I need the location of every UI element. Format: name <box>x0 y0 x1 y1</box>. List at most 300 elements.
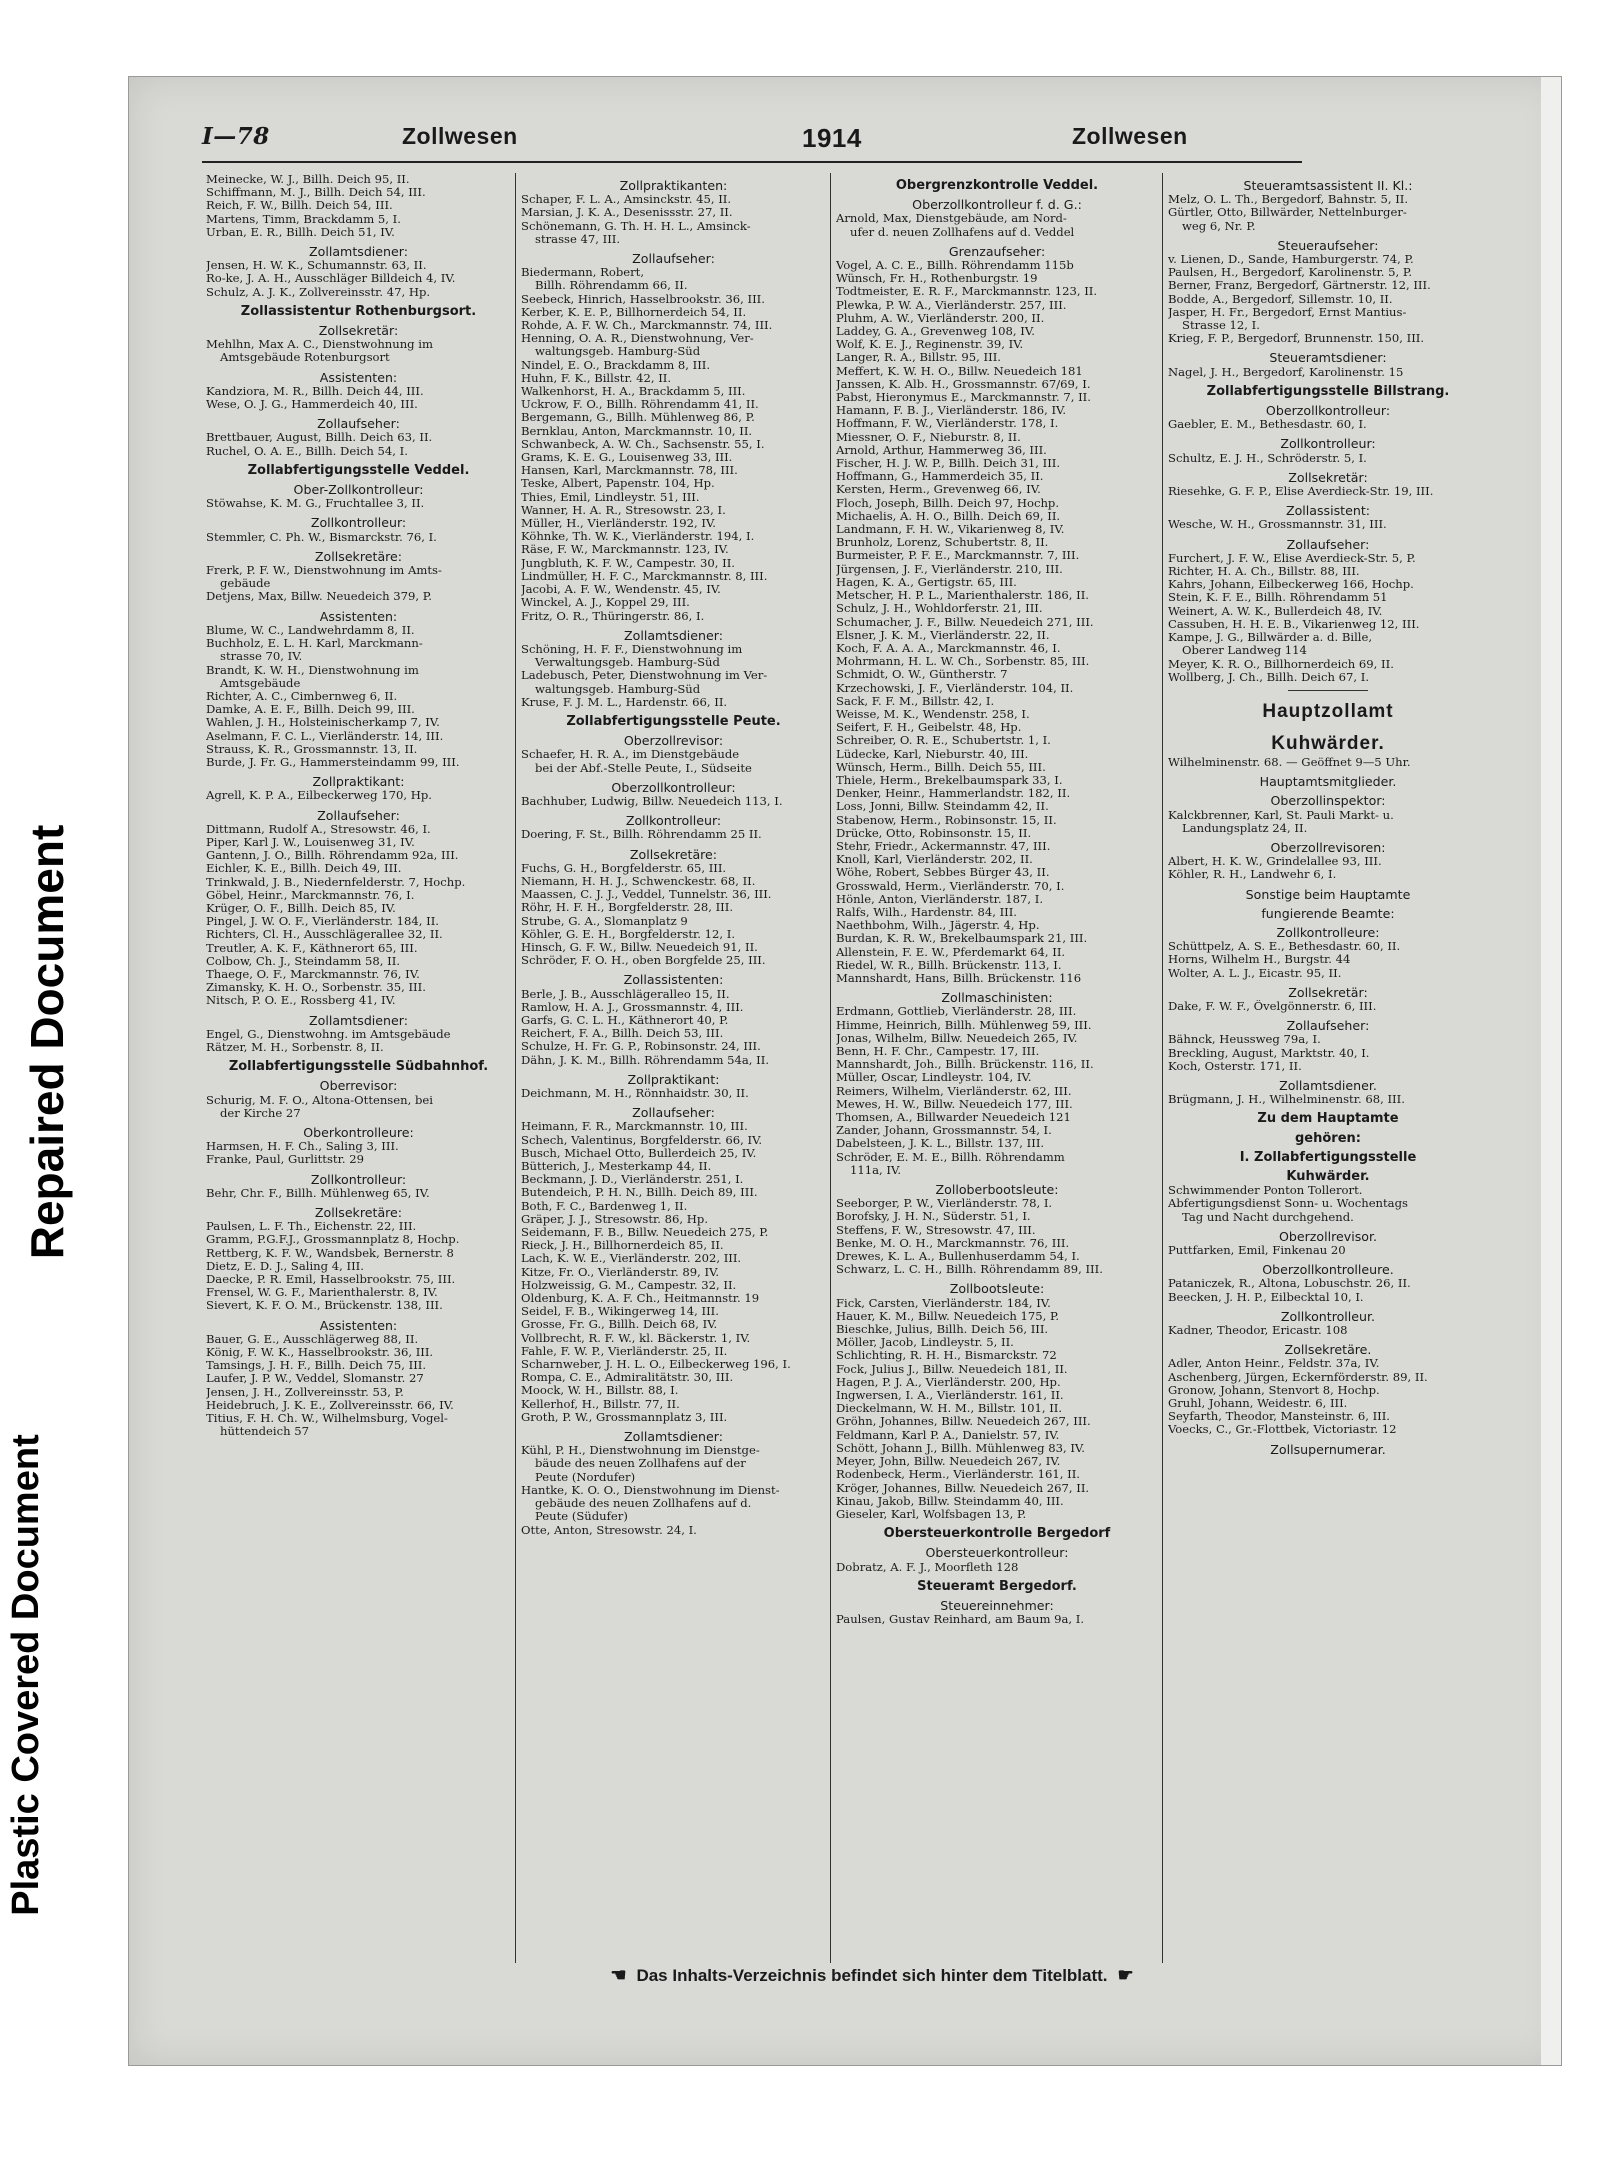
directory-entry: Schröder, F. O. H., oben Borgfelde 25, III. <box>521 954 766 968</box>
directory-entry: Ruchel, O. A. E., Billh. Deich 54, I. <box>206 444 408 458</box>
page-header <box>202 121 1302 163</box>
office-heading: Zollabfertigungsstelle Südbahnhof. <box>228 1059 489 1075</box>
directory-entry: Gaebler, E. M., Bethesdastr. 60, I. <box>1168 418 1367 432</box>
directory-entry: Jensen, H. W. K., Schumannstr. 63, II. <box>206 259 427 273</box>
directory-entry: Butendeich, P. H. N., Billh. Deich 89, III. <box>521 1186 758 1200</box>
section-heading: Zollamtsdiener: <box>624 1429 723 1445</box>
directory-entry: Sack, F. F. M., Billstr. 42, I. <box>836 694 995 708</box>
directory-entry: Trinkwald, J. B., Niedernfelderstr. 7, Hochp. <box>206 875 466 889</box>
section-divider <box>1288 690 1368 691</box>
directory-entry: Rieck, J. H., Billhornerdeich 85, II. <box>521 1239 724 1253</box>
directory-entry: Nindel, E. O., Brackdamm 8, III. <box>521 358 711 372</box>
directory-entry: Frensel, W. G. F., Marienthalerstr. 8, IV. <box>206 1286 438 1300</box>
directory-entry: Henning, O. A. R., Dienstwohnung, Ver- <box>521 332 754 346</box>
directory-entry: Pingel, J. W. O. F., Vierländerstr. 184, II. <box>206 915 439 929</box>
section-heading: Oberzollkontrolleur: <box>1265 403 1391 419</box>
directory-entry: Laufer, J. P. W., Veddel, Slomanstr. 27 <box>206 1372 424 1386</box>
directory-entry: Jürgensen, J. F., Vierländerstr. 210, III. <box>836 562 1063 576</box>
directory-entry: Hagen, P. J. A., Vierländerstr. 200, Hp. <box>836 1375 1061 1389</box>
directory-entry: Todtmeister, E. R. F., Marckmannstr. 123, II. <box>836 285 1098 299</box>
directory-entry: Bieschke, Julius, Billh. Deich 56, III. <box>836 1323 1049 1337</box>
directory-entry: Wilhelminenstr. 68. — Geöffnet 9—5 Uhr. <box>1168 755 1411 769</box>
directory-entry-continuation: waltungsgeb. Hamburg-Süd <box>535 682 701 696</box>
directory-entry: Burdan, K. R. W., Brekelbaumspark 21, III. <box>836 932 1088 946</box>
directory-entry: Schiffmann, M. J., Billh. Deich 54, III. <box>206 186 426 200</box>
directory-entry: Hönle, Anton, Vierländerstr. 187, I. <box>836 892 1044 906</box>
section-heading: Assistenten: <box>319 369 398 385</box>
directory-entry: Kerber, K. E. P., Billhornerdeich 54, II. <box>521 305 747 319</box>
section-heading: Hauptamtsmitglieder. <box>1259 774 1397 790</box>
directory-entry: Winckel, A. J., Koppel 29, III. <box>521 596 690 610</box>
directory-entry: Scharnweber, J. H. L. O., Eilbeckerweg 196, I. <box>521 1358 791 1372</box>
directory-entry: Mewes, H. W., Billw. Neuedeich 177, III. <box>836 1097 1073 1111</box>
directory-entry-continuation: gebäude <box>220 577 271 591</box>
directory-entry: Voecks, C., Gr.-Flottbek, Victoriastr. 12 <box>1168 1423 1397 1437</box>
directory-entry: Richters, Cl. H., Ausschlägerallee 32, II. <box>206 928 443 942</box>
directory-entry: Krüger, O. F., Billh. Deich 85, IV. <box>206 901 396 915</box>
directory-entry: Grosswald, Herm., Vierländerstr. 70, I. <box>836 879 1065 893</box>
directory-entry: Rodenbeck, Herm., Vierländerstr. 161, II. <box>836 1468 1080 1482</box>
directory-entry: Langer, R. A., Billstr. 95, III. <box>836 351 1001 365</box>
directory-entry: Kadner, Theodor, Ericastr. 108 <box>1168 1324 1348 1338</box>
directory-entry: Schwarz, L. C. H., Billh. Röhrendamm 89, III. <box>836 1263 1103 1277</box>
directory-entry: Schultz, E. J. H., Schröderstr. 5, I. <box>1168 451 1367 465</box>
section-heading: Steueramtsdiener: <box>1269 350 1387 366</box>
column-divider <box>1162 173 1163 1963</box>
directory-entry: Koch, Osterstr. 171, II. <box>1168 1059 1302 1073</box>
section-heading: Zollamtsdiener: <box>309 1012 408 1028</box>
directory-entry-continuation: bäude des neuen Zollhafens auf der <box>535 1457 746 1471</box>
directory-entry: Janssen, K. Alb. H., Grossmannstr. 67/69, I. <box>836 377 1091 391</box>
page-number: I—78 <box>202 123 270 150</box>
directory-entry: Brunholz, Lorenz, Schubertstr. 8, II. <box>836 536 1049 550</box>
directory-entry-continuation: weg 6, Nr. P. <box>1182 219 1256 233</box>
directory-entry: Rompa, C. E., Admiralitätstr. 30, III. <box>521 1371 734 1385</box>
directory-entry: Behr, Chr. F., Billh. Mühlenweg 65, IV. <box>206 1186 430 1200</box>
directory-entry: Schulz, A. J. K., Zollvereinsstr. 47, Hp. <box>206 285 431 299</box>
directory-entry-continuation: Strasse 12, I. <box>1182 319 1260 333</box>
directory-entry: v. Lienen, D., Sande, Hamburgerstr. 74, P. <box>1168 253 1414 267</box>
directory-entry: Lindmüller, H. F. C., Marckmannstr. 8, III. <box>521 569 768 583</box>
directory-entry-continuation: 111a, IV. <box>850 1163 902 1177</box>
directory-entry: Grams, K. E. G., Louisenweg 33, III. <box>521 451 733 465</box>
directory-entry: Furchert, J. F. W., Elise Averdieck-Str. 5, P. <box>1168 551 1416 565</box>
directory-entry: Gantenn, J. O., Billh. Röhrendamm 92a, III. <box>206 849 459 863</box>
directory-entry: Harmsen, H. F. Ch., Saling 3, III. <box>206 1140 399 1154</box>
directory-entry: Wanner, H. A. R., Stresowstr. 23, I. <box>521 503 726 517</box>
directory-entry: Paulsen, H., Bergedorf, Karolinenstr. 5, P. <box>1168 266 1413 280</box>
directory-entry: Michaelis, A. H. O., Billh. Deich 69, II. <box>836 509 1061 523</box>
directory-entry: Thomsen, A., Billwarder Neuedeich 121 <box>836 1111 1071 1125</box>
directory-entry: Wünsch, Herm., Billh. Deich 55, III. <box>836 760 1046 774</box>
directory-entry: Beecken, J. H. P., Eilbecktal 10, I. <box>1168 1290 1364 1304</box>
directory-entry: Müller, Oscar, Lindleystr. 104, IV. <box>836 1071 1032 1085</box>
header-year: 1914 <box>802 123 862 153</box>
directory-entry: Bachhuber, Ludwig, Billw. Neuedeich 113, I. <box>521 794 783 808</box>
section-heading: Zollsekretäre: <box>629 846 718 862</box>
directory-entry: Kühl, P. H., Dienstwohnung im Dienstge- <box>521 1444 760 1458</box>
office-heading: Obergrenzkontrolle Veddel. <box>895 178 1099 193</box>
directory-entry: Schwanbeck, A. W. Ch., Sachsenstr. 55, I. <box>521 437 765 451</box>
directory-entry: Vogel, A. C. E., Billh. Röhrendamm 115b <box>836 259 1074 273</box>
directory-entry: Gräper, J. J., Stresowstr. 86, Hp. <box>521 1212 709 1226</box>
directory-entry: Schreiber, O. R. E., Schubertstr. 1, I. <box>836 734 1051 748</box>
directory-entry: Plewka, P. W. A., Vierländerstr. 257, III. <box>836 298 1067 312</box>
directory-entry: Ramlow, H. A. J., Grossmannstr. 4, III. <box>521 1000 744 1014</box>
directory-entry: Kersten, Herm., Grevenweg 66, IV. <box>836 483 1041 497</box>
directory-entry: Thaege, O. F., Marckmannstr. 76, IV. <box>206 967 420 981</box>
directory-entry-continuation: Landungsplatz 24, II. <box>1182 821 1308 835</box>
directory-entry: Horns, Wilhelm H., Burgstr. 44 <box>1168 953 1351 967</box>
section-heading: Zollsekretäre: <box>314 548 403 564</box>
directory-entry: Fahle, F. W. P., Vierländerstr. 25, II. <box>521 1344 728 1358</box>
directory-entry: Steffens, F. W., Stresowstr. 47, III. <box>836 1223 1036 1237</box>
main-office-heading: Hauptzollamt <box>1262 700 1394 722</box>
directory-entry: Groth, P. W., Grossmannplatz 3, III. <box>521 1410 728 1424</box>
column-divider <box>515 173 516 1963</box>
office-heading: I. Zollabfertigungsstelle <box>1239 1149 1417 1165</box>
directory-entry: Weisse, M. K., Wendenstr. 258, I. <box>836 707 1030 721</box>
directory-entry: Laddey, G. A., Grevenweg 108, IV. <box>836 325 1035 339</box>
directory-entry: Pataniczek, R., Altona, Lobuschstr. 26, II. <box>1168 1277 1411 1291</box>
directory-entry: Burde, J. Fr. G., Hammersteindamm 99, III. <box>206 755 460 769</box>
section-heading: Zollaufseher: <box>632 251 715 267</box>
directory-entry: Hauer, K. M., Billw. Neuedeich 175, P. <box>836 1309 1060 1323</box>
section-heading: Zollpraktikant: <box>627 1071 720 1087</box>
directory-entry: Wesche, W. H., Grossmannstr. 31, III. <box>1168 518 1387 532</box>
directory-entry: Mannshardt, Hans, Billh. Brückenstr. 116 <box>836 971 1082 985</box>
directory-entry: Mehlhn, Max A. C., Dienstwohnung im <box>206 338 433 352</box>
section-heading: Zolloberbootsleute: <box>935 1182 1059 1198</box>
directory-entry: Biedermann, Robert, <box>521 266 645 280</box>
office-heading: Zollassistentur Rothenburgsort. <box>240 303 477 319</box>
directory-entry: Gröhn, Johannes, Billw. Neuedeich 267, III. <box>836 1415 1091 1429</box>
directory-entry-continuation: Billh. Röhrendamm 66, II. <box>535 279 688 293</box>
section-heading: Zollassistenten: <box>623 972 724 988</box>
section-heading: Oberzollrevisoren: <box>1270 839 1386 855</box>
directory-entry: Dittmann, Rudolf A., Stresowstr. 46, I. <box>206 822 431 836</box>
directory-entry: Schönemann, G. Th. H. H. L., Amsinck- <box>521 219 751 233</box>
directory-entry: Grosse, Fr. G., Billh. Deich 68, IV. <box>521 1318 718 1332</box>
office-heading: Zollabfertigungsstelle Billstrang. <box>1206 383 1450 399</box>
directory-entry: Kandziora, M. R., Billh. Deich 44, III. <box>206 384 424 398</box>
directory-entry: Reimers, Wilhelm, Vierländerstr. 62, III. <box>836 1084 1072 1098</box>
directory-entry: Wöhe, Robert, Sebbes Bürger 43, II. <box>836 866 1050 880</box>
directory-entry: Seebeck, Hinrich, Hasselbrookstr. 36, III. <box>521 292 765 306</box>
directory-entry: Gruhl, Johann, Weidestr. 6, III. <box>1168 1397 1348 1411</box>
office-heading: Kuhwärder. <box>1286 1168 1370 1184</box>
directory-entry: Hoffmann, G., Hammerdeich 35, II. <box>836 470 1044 484</box>
section-heading: Zollsupernumerar. <box>1270 1441 1386 1457</box>
directory-entry: Pluhm, A. W., Vierländerstr. 200, II. <box>836 311 1045 325</box>
directory-entry: Blume, W. C., Landwehrdamm 8, II. <box>206 623 415 637</box>
directory-entry: Kruse, F. J. M. L., Hardenstr. 66, II. <box>521 695 728 709</box>
directory-entry: Burmeister, P. F. E., Marckmannstr. 7, III. <box>836 549 1080 563</box>
section-heading: Zollsekretär: <box>1288 469 1368 485</box>
section-heading: Zollamtsdiener: <box>624 627 723 643</box>
directory-entry: Dietz, E. D. J., Saling 4, III. <box>206 1259 364 1273</box>
office-heading: Obersteuerkontrolle Bergedorf <box>883 1526 1111 1542</box>
section-heading: Zollsekretär: <box>1288 984 1368 1000</box>
directory-entry: Reich, F. W., Billh. Deich 54, III. <box>206 199 393 213</box>
directory-entry: Stehr, Friedr., Ackermannstr. 47, III. <box>836 839 1051 853</box>
directory-entry-continuation: hüttendeich 57 <box>220 1425 309 1439</box>
section-heading: Assistenten: <box>319 608 398 624</box>
section-heading: Oberzollkontrolleur: <box>611 779 736 795</box>
directory-entry: Damke, A. E. F., Billh. Deich 99, III. <box>206 703 415 717</box>
section-heading: Zollaufseher: <box>632 1105 715 1121</box>
directory-entry: Hinsch, G. F. W., Billw. Neuedeich 91, II. <box>521 940 758 954</box>
directory-entry: Hamann, F. B. J., Vierländerstr. 186, IV. <box>836 404 1067 418</box>
column-4 <box>1168 173 1488 1953</box>
column-1 <box>206 173 511 1953</box>
directory-entry: Bähnck, Heussweg 79a, I. <box>1168 1033 1321 1047</box>
directory-entry: Mohrmann, H. L. W. Ch., Sorbenstr. 85, III. <box>836 655 1090 669</box>
directory-entry: Thies, Emil, Lindleystr. 51, III. <box>521 490 700 504</box>
directory-entry-continuation: bei der Abf.-Stelle Peute, I., Südseite <box>535 761 752 775</box>
section-heading: Zollamtsdiener. <box>1279 1077 1377 1093</box>
directory-entry: Ingwersen, I. A., Vierländerstr. 161, II. <box>836 1389 1064 1403</box>
directory-entry: Garfs, G. C. L. H., Käthnerort 40, P. <box>521 1013 729 1027</box>
directory-entry: Koch, F. A. A. A., Marckmannstr. 46, I. <box>836 641 1061 655</box>
section-heading: Zollkontrolleur: <box>1280 436 1376 452</box>
directory-entry: Meffert, K. W. H. O., Billw. Neuedeich 181 <box>836 364 1083 378</box>
directory-entry: Aschenberg, Jürgen, Eckernförderstr. 89, II. <box>1168 1370 1428 1384</box>
directory-entry: Walkenhorst, H. A., Brackdamm 5, III. <box>521 385 746 399</box>
directory-entry: Titius, F. H. Ch. W., Wilhelmsburg, Vogel- <box>206 1412 448 1426</box>
section-heading: Zollsekretäre. <box>1284 1342 1372 1358</box>
directory-entry: Teske, Albert, Papenstr. 104, Hp. <box>521 477 715 491</box>
main-office-heading: Kuhwärder. <box>1271 732 1385 754</box>
directory-entry: Elsner, J. K. M., Vierländerstr. 22, II. <box>836 628 1050 642</box>
directory-entry: Landmann, F. H. W., Vikarienweg 8, IV. <box>836 523 1065 537</box>
directory-entry: Himme, Heinrich, Billh. Mühlenweg 59, III. <box>836 1018 1092 1032</box>
directory-entry: Strube, G. A., Slomanplatz 9 <box>521 914 688 928</box>
directory-entry-continuation: Tag und Nacht durchgehend. <box>1182 1210 1354 1224</box>
directory-entry: Dake, F. W. F., Övelgönnerstr. 6, III. <box>1168 999 1377 1013</box>
section-heading: Zollmaschinisten: <box>941 990 1053 1006</box>
page-footer <box>472 1965 1272 1989</box>
directory-entry: Bodde, A., Bergedorf, Sillemstr. 10, II. <box>1168 292 1393 306</box>
directory-entry: Detjens, Max, Billw. Neuedeich 379, P. <box>206 590 432 604</box>
directory-entry: Berle, J. B., Ausschlägeralleo 15, II. <box>521 987 730 1001</box>
directory-entry: Deichmann, M. H., Rönnhaidstr. 30, II. <box>521 1087 749 1100</box>
section-heading: Zollaufseher: <box>1286 536 1370 552</box>
office-heading: Zu dem Hauptamte <box>1257 1111 1399 1127</box>
section-heading: Obersteuerkontrolleur: <box>925 1545 1069 1561</box>
directory-entry: Brügmann, J. H., Wilhelminenstr. 68, III. <box>1168 1093 1405 1107</box>
directory-entry: Aselmann, F. C. L., Vierländerstr. 14, III. <box>206 729 444 743</box>
section-heading: Steueraufseher: <box>1277 237 1379 253</box>
directory-entry: Kitze, Fr. O., Vierländerstr. 89, IV. <box>521 1265 720 1279</box>
directory-entry-continuation: Verwaltungsgeb. Hamburg-Süd <box>535 656 720 670</box>
directory-entry: Daecke, P. R. Emil, Hasselbrookstr. 75, III. <box>206 1273 456 1287</box>
section-heading: Zollaufseher: <box>317 416 400 432</box>
directory-entry: Arnold, Arthur, Hammerweg 36, III. <box>836 443 1047 457</box>
directory-entry: Seyfarth, Theodor, Mansteinstr. 6, III. <box>1168 1410 1390 1424</box>
directory-entry: Miessner, O. F., Nieburstr. 8, II. <box>836 430 1021 444</box>
directory-entry: Seeborger, P. W., Vierländerstr. 78, I. <box>836 1197 1053 1211</box>
directory-entry: Benke, M. O. H., Marckmannstr. 76, III. <box>836 1236 1070 1250</box>
directory-entry: Holzweissig, G. M., Campestr. 32, II. <box>521 1278 737 1292</box>
directory-entry: Heidebruch, J. K. E., Zollvereinsstr. 66, IV. <box>206 1398 454 1412</box>
directory-entry: Schröder, E. M. E., Billh. Röhrendamm <box>836 1150 1065 1164</box>
directory-entry: Schulze, H. Fr. G. P., Robinsonstr. 24, III. <box>521 1040 761 1054</box>
section-heading: Zollpraktikanten: <box>619 178 728 193</box>
directory-entry: Wünsch, Fr. H., Rothenburgstr. 19 <box>836 272 1038 286</box>
directory-entry: Hansen, Karl, Marckmannstr. 78, III. <box>521 464 738 478</box>
directory-entry: Seidemann, F. B., Billw. Neuedeich 275, P. <box>521 1226 769 1240</box>
directory-entry: Pabst, Hieronymus E., Marckmannstr. 7, II. <box>836 391 1091 405</box>
directory-entry: Breckling, August, Marktstr. 40, I. <box>1168 1046 1370 1060</box>
footer-note: Das Inhalts-Verzeichnis befindet sich hinter dem Titelblatt. <box>636 1966 1108 1985</box>
directory-entry: Röhr, H. F. H., Borgfelderstr. 28, III. <box>521 901 734 915</box>
section-heading: Zollkontrolleur: <box>310 1171 407 1187</box>
directory-entry: Räse, F. W., Marckmannstr. 123, IV. <box>521 543 729 557</box>
directory-entry: Doering, F. St., Billh. Röhrendamm 25 II. <box>521 828 762 842</box>
directory-entry: Wolf, K. E. J., Reginenstr. 39, IV. <box>836 338 1024 352</box>
directory-entry-continuation: Peute (Südufer) <box>535 1510 628 1524</box>
directory-entry: Martens, Timm, Brackdamm 5, I. <box>206 212 401 226</box>
section-heading: Zollsekretär: <box>318 323 399 339</box>
directory-entry: Uckrow, F. O., Billh. Röhrendamm 41, II. <box>521 398 759 412</box>
directory-entry: Stein, K. F. E., Billh. Röhrendamm 51 <box>1168 591 1388 605</box>
directory-entry: Denker, Heinr., Hammerlandstr. 182, II. <box>836 787 1071 801</box>
directory-entry: Sievert, K. F. O. M., Brückenstr. 138, III. <box>206 1299 443 1313</box>
directory-entry: Möller, Jacob, Lindleystr. 5, II. <box>836 1336 1014 1350</box>
directory-entry: Loss, Jonni, Billw. Steindamm 42, II. <box>836 800 1049 814</box>
directory-entry: Nitsch, P. O. E., Rossberg 41, IV. <box>206 994 396 1008</box>
directory-entry: Rätzer, M. H., Sorbenstr. 8, II. <box>206 1040 384 1054</box>
directory-entry-continuation: der Kirche 27 <box>220 1106 301 1120</box>
section-title-right: Zollwesen <box>1072 123 1188 149</box>
side-label-plastic: Plastic Covered Document <box>5 1434 47 1916</box>
directory-entry: Treutler, A. K. F., Käthnerort 65, III. <box>206 941 418 955</box>
directory-entry: Gieseler, Karl, Wolfsbagen 13, P. <box>836 1507 1027 1521</box>
directory-entry: Gramm, P.G.F.J., Grossmannplatz 8, Hochp. <box>206 1233 460 1247</box>
directory-entry: Schlichting, R. H. H., Bismarckstr. 72 <box>836 1349 1057 1363</box>
directory-entry: Schulz, J. H., Wohldorferstr. 21, III. <box>836 602 1043 616</box>
section-heading: Zollkontrolleur. <box>1280 1308 1376 1324</box>
directory-columns <box>206 173 1450 1973</box>
section-heading: Zollamtsdiener: <box>309 244 408 260</box>
section-heading: Zollsekretäre: <box>314 1205 403 1221</box>
directory-entry: Seifert, F. H., Geibelstr. 48, Hp. <box>836 721 1022 735</box>
directory-entry: Meyer, John, Billw. Neuedeich 267, IV. <box>836 1455 1061 1469</box>
section-heading: Zollbootsleute: <box>949 1281 1045 1297</box>
directory-entry-continuation: waltungsgeb. Hamburg-Süd <box>535 345 701 359</box>
section-heading: Oberrevisor: <box>319 1078 398 1094</box>
directory-entry: Schöning, H. F. F., Dienstwohnung im <box>521 642 743 656</box>
section-heading: Oberzollkontrolleure. <box>1262 1262 1394 1278</box>
directory-entry: Drewes, K. L. A., Bullenhuserdamm 54, I. <box>836 1250 1080 1264</box>
directory-entry: Moock, W. H., Billstr. 88, I. <box>521 1384 679 1398</box>
directory-entry: Berner, Franz, Bergedorf, Gärtnerstr. 12, III. <box>1168 279 1431 293</box>
directory-entry: Erdmann, Gottlieb, Vierländerstr. 28, III. <box>836 1005 1077 1019</box>
directory-entry: Jonas, Wilhelm, Billw. Neuedeich 265, IV. <box>836 1031 1078 1045</box>
directory-entry: Göbel, Heinr., Marckmannstr. 76, I. <box>206 888 415 902</box>
directory-entry: Lüdecke, Karl, Nieburstr. 40, III. <box>836 747 1029 761</box>
directory-entry: Schurig, M. F. O., Altona-Ottensen, bei <box>206 1093 433 1107</box>
directory-entry: Jungbluth, K. F. W., Campestr. 30, II. <box>521 556 735 570</box>
directory-entry-continuation: Peute (Nordufer) <box>535 1470 636 1484</box>
directory-entry: Wahlen, J. H., Holsteinischerkamp 7, IV. <box>206 716 440 730</box>
directory-entry: Müller, H., Vierländerstr. 192, IV. <box>521 517 716 531</box>
directory-entry: Dähn, J. K. M., Billh. Röhrendamm 54a, II. <box>521 1053 770 1067</box>
section-heading: Oberzollrevisor: <box>623 733 724 749</box>
office-heading: Steueramt Bergedorf. <box>917 1578 1077 1594</box>
directory-entry: Huhn, F. K., Billstr. 42, II. <box>521 371 672 385</box>
directory-entry-continuation: Amtsgebäude Rotenburgsort <box>220 351 390 365</box>
section-heading: Steuereinnehmer: <box>940 1597 1054 1613</box>
directory-entry-continuation: gebäude des neuen Zollhafens auf d. <box>535 1497 752 1511</box>
directory-entry: Schött, Johann J., Billh. Mühlenweg 83, IV. <box>836 1441 1085 1455</box>
section-heading: Oberzollkontrolleur f. d. G.: <box>912 197 1082 213</box>
directory-entry: Drücke, Otto, Robinsonstr. 15, II. <box>836 826 1032 840</box>
directory-entry: Both, F. C., Bardenweg 1, II. <box>521 1199 688 1213</box>
directory-entry: Bauer, G. E., Ausschlägerweg 88, II. <box>206 1332 419 1346</box>
directory-entry: Schaefer, H. R. A., im Dienstgebäude <box>521 748 740 762</box>
directory-entry: Stabenow, Herm., Robinsonstr. 15, II. <box>836 813 1057 827</box>
directory-entry: Lach, K. W. E., Vierländerstr. 202, III. <box>521 1252 742 1266</box>
directory-entry: Tamsings, J. H. F., Billh. Deich 75, III. <box>206 1359 427 1373</box>
pointing-hand-left-icon: ☛ <box>1117 1965 1134 1985</box>
directory-entry-continuation: Amtsgebäude <box>220 676 301 690</box>
directory-entry: Borofsky, J. H. N., Süderstr. 51, I. <box>836 1210 1031 1224</box>
section-heading: Zollaufseher: <box>317 807 400 823</box>
directory-entry: Paulsen, L. F. Th., Eichenstr. 22, III. <box>206 1220 417 1234</box>
directory-entry: Rohde, A. F. W. Ch., Marckmannstr. 74, III. <box>521 319 773 333</box>
directory-entry: Krieg, F. P., Bergedorf, Brunnenstr. 150, III. <box>1168 332 1425 346</box>
directory-entry: Buchholz, E. L. H. Karl, Marckmann- <box>206 637 423 651</box>
office-heading: Zollabfertigungsstelle Veddel. <box>247 462 470 478</box>
directory-entry: Thiele, Herm., Brekelbaumspark 33, I. <box>836 773 1063 787</box>
directory-entry: Urban, E. R., Billh. Deich 51, IV. <box>206 225 395 239</box>
directory-entry: Maassen, C. J. J., Veddel, Tunnelstr. 36, III. <box>521 888 772 902</box>
section-heading: Zollkontrolleure: <box>1276 924 1380 940</box>
directory-entry: Strauss, K. R., Grossmannstr. 13, II. <box>206 742 418 756</box>
directory-entry: Schwimmender Ponton Tollerort. <box>1168 1184 1363 1198</box>
directory-entry: Riesehke, G. F. P., Elise Averdieck-Str. 19, III. <box>1168 485 1434 499</box>
directory-entry: Kalckbrenner, Karl, St. Pauli Markt- u. <box>1168 808 1394 822</box>
directory-entry: Stöwahse, K. M. G., Fruchtallee 3, II. <box>206 497 425 511</box>
directory-entry: Feldmann, Karl P. A., Danielstr. 57, IV. <box>836 1428 1060 1442</box>
directory-entry: Franke, Paul, Gurlittstr. 29 <box>206 1153 364 1167</box>
directory-entry: Abfertigungsdienst Sonn- u. Wochentags <box>1168 1197 1408 1211</box>
directory-entry: Beckmann, J. D., Vierländerstr. 251, I. <box>521 1173 744 1187</box>
directory-entry: Köhler, R. H., Landwehr 6, I. <box>1168 868 1337 882</box>
directory-entry: Schaper, F. L. A., Amsinckstr. 45, II. <box>521 193 732 207</box>
directory-entry: Arnold, Max, Dienstgebäude, am Nord- <box>836 212 1067 226</box>
section-heading: Zollassistent: <box>1285 503 1371 519</box>
directory-entry: Fritz, O. R., Thüringerstr. 86, I. <box>521 609 705 623</box>
directory-entry: Heimann, F. R., Marckmannstr. 10, III. <box>521 1120 748 1134</box>
directory-entry: Ro-ke, J. A. H., Ausschläger Billdeich 4, IV. <box>206 272 456 286</box>
directory-entry: Fock, Julius J., Billw. Neuedeich 181, II. <box>836 1362 1068 1376</box>
directory-entry: Naethbohm, Wilh., Jägerstr. 4, Hp. <box>836 919 1040 933</box>
section-heading: Steueramtsassistent II. Kl.: <box>1243 178 1413 193</box>
section-heading: Sonstige beim Hauptamte <box>1245 886 1411 902</box>
directory-entry: Schmidt, O. W., Güntherstr. 7 <box>836 668 1008 682</box>
directory-entry: Reichert, F. A., Billh. Deich 53, III. <box>521 1027 724 1041</box>
section-heading: Assistenten: <box>319 1317 398 1333</box>
directory-entry: Niemann, H. H. J., Schwenckestr. 68, II. <box>521 874 756 888</box>
directory-entry: Krzechowski, J. F., Vierländerstr. 104, II. <box>836 681 1074 695</box>
directory-entry: Ladebusch, Peter, Dienstwohnung im Ver- <box>521 669 768 683</box>
directory-entry: Brettbauer, August, Billh. Deich 63, II. <box>206 431 433 445</box>
directory-entry: Richter, H. A. Ch., Billstr. 88, III. <box>1168 565 1360 579</box>
directory-entry: Meyer, K. R. O., Billhornerdeich 69, II. <box>1168 657 1394 671</box>
